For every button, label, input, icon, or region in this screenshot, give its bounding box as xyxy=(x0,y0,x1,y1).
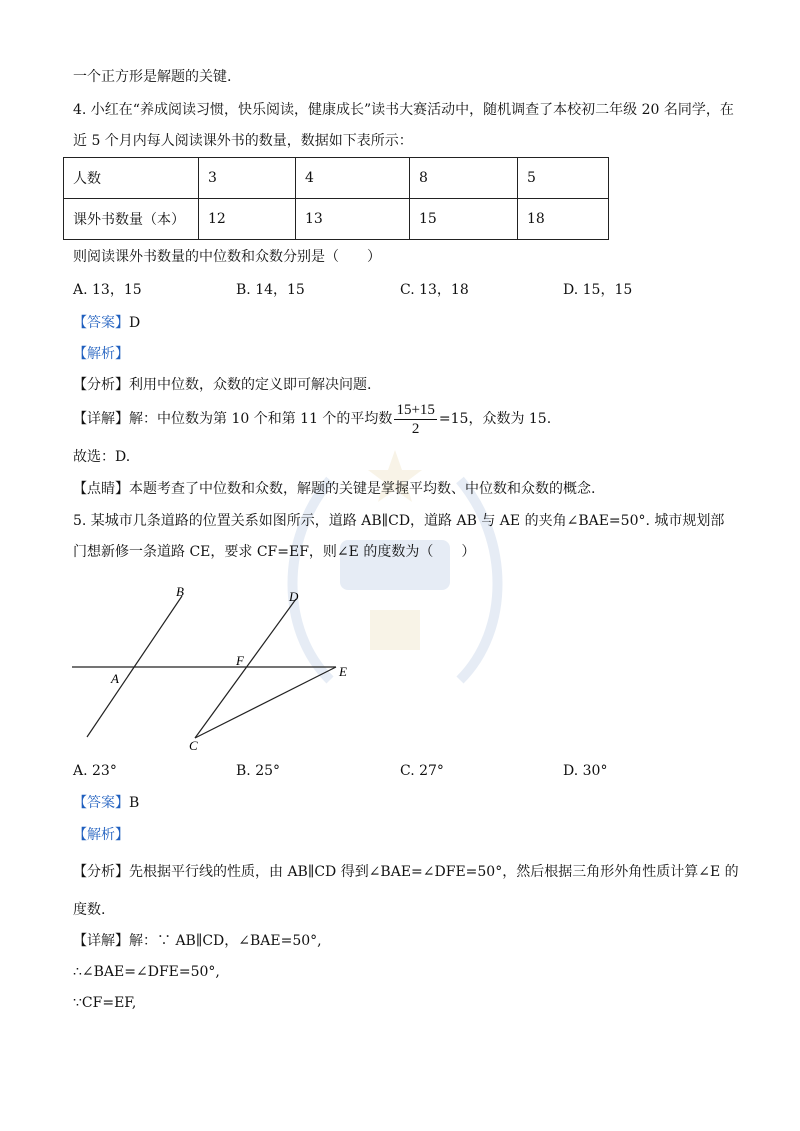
q5-analysis-heading xyxy=(73,825,129,845)
q4-conclusion: 故选：D. xyxy=(73,449,131,465)
q4-option-d: D. 15，15 xyxy=(563,282,633,298)
detail-text: 解：∵ AB∥CD，∠BAE=50°, xyxy=(129,933,322,949)
fraction-denominator: 2 xyxy=(411,420,420,437)
q5-detail-line3: ∵CF=EF, xyxy=(73,995,137,1011)
detail-text-post: =15，众数为 15. xyxy=(438,411,552,427)
q5-stem-line2: 门想新修一条道路 CE，要求 CF=EF，则∠E 的度数为（ ） xyxy=(73,544,476,560)
dianjing-tag: 【点睛】 xyxy=(73,481,129,497)
q5-fenxi-line2: 度数. xyxy=(73,902,106,918)
q4-option-b: B. 14，15 xyxy=(236,282,305,298)
q5-option-b: B. 25° xyxy=(236,763,281,779)
table-cell: 8 xyxy=(410,158,518,199)
dianjing-text: 本题考查了中位数和众数，解题的关键是掌握平均数、中位数和众数的概念. xyxy=(129,481,596,497)
q5-detail-line2: ∴∠BAE=∠DFE=50°, xyxy=(73,964,220,980)
q5-option-d: D. 30° xyxy=(563,763,608,779)
q5-option-a: A. 23° xyxy=(73,763,117,779)
q5-stem-line1: 5. 某城市几条道路的位置关系如图所示，道路 AB∥CD，道路 AB 与 AE 的夹角∠BAE=50°. 城市规划部 xyxy=(73,513,725,529)
fenxi-tag: 【分析】 xyxy=(73,864,129,880)
fenxi-tag: 【分析】 xyxy=(73,377,129,393)
q4-stem-line1: 4. 小红在“养成阅读习惯，快乐阅读，健康成长”读书大赛活动中，随机调查了本校初二年级 20 名同学，在 xyxy=(73,102,734,118)
table-cell: 18 xyxy=(518,199,609,240)
table-cell: 12 xyxy=(199,199,296,240)
q5-fenxi-line1 xyxy=(73,862,739,882)
label-d: D xyxy=(289,589,299,604)
table-cell: 15 xyxy=(410,199,518,240)
label-c: C xyxy=(189,738,198,753)
fraction-numerator: 15+15 xyxy=(396,401,435,418)
label-b: B xyxy=(176,584,184,599)
answer-tag: 【答案】 xyxy=(73,795,129,811)
fenxi-text: 利用中位数，众数的定义即可解决问题. xyxy=(129,377,372,393)
label-e: E xyxy=(339,664,347,679)
table-cell: 人数 xyxy=(64,158,199,199)
table-cell: 13 xyxy=(296,199,410,240)
fenxi-text: 先根据平行线的性质，由 AB∥CD 得到∠BAE=∠DFE=50°，然后根据三角形外角性质计算∠E 的 xyxy=(129,864,739,880)
detail-tag: 【详解】 xyxy=(73,933,129,949)
q4-stem-line2: 近 5 个月内每人阅读课外书的数量，数据如下表所示： xyxy=(73,133,413,149)
analysis-tag: 【解析】 xyxy=(73,346,129,362)
table-cell: 5 xyxy=(518,158,609,199)
answer-value: D xyxy=(129,315,141,331)
q5-option-c: C. 27° xyxy=(400,763,444,779)
q4-option-a: A. 13，15 xyxy=(73,282,142,298)
table-cell: 4 xyxy=(296,158,410,199)
q5-answer xyxy=(73,793,139,813)
intro-line: 一个正方形是解题的关键. xyxy=(73,69,232,85)
line-ce xyxy=(195,667,336,738)
detail-tag: 【详解】 xyxy=(73,411,129,427)
label-f: F xyxy=(236,653,244,668)
table-cell: 3 xyxy=(199,158,296,199)
table-cell: 课外书数量（本） xyxy=(64,199,199,240)
q5-detail-line1 xyxy=(73,931,322,951)
answer-tag: 【答案】 xyxy=(73,315,129,331)
label-a: A xyxy=(111,671,119,686)
answer-value: B xyxy=(129,795,140,811)
q4-option-c: C. 13，18 xyxy=(400,282,469,298)
analysis-tag: 【解析】 xyxy=(73,827,129,843)
line-cd xyxy=(195,599,296,738)
q4-question: 则阅读课外书数量的中位数和众数分别是（ ） xyxy=(73,249,381,265)
detail-text-pre: 解：中位数为第 10 个和第 11 个的平均数 xyxy=(129,411,393,427)
